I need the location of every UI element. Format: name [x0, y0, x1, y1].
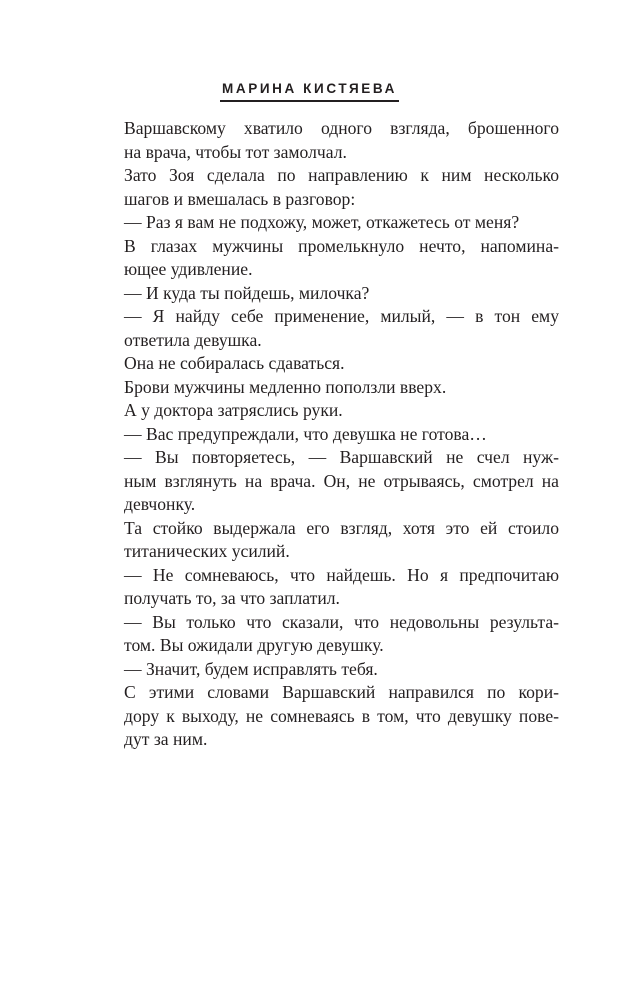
text-line: — Не сомневаюсь, что найдешь. Но я предпочитаю [124, 564, 559, 585]
text-line: Она не собиралась сдаваться. [124, 353, 345, 373]
text-line: С этими словами Варшавский направился по кори- [124, 682, 559, 702]
body-text [124, 117, 559, 752]
text-line: — И куда ты пойдешь, милочка? [124, 282, 370, 303]
text-line: — Вы только что сказали, что недовольны результа- [124, 611, 559, 632]
text-line: том. Вы ожидали другую девушку. [124, 635, 384, 655]
text-line: дут за ним. [124, 729, 208, 749]
text-line: Зато Зоя сделала по направлению к ним несколько [124, 165, 559, 185]
text-line: — Значит, будем исправлять тебя. [124, 658, 378, 679]
text-line: ющее удивление. [124, 259, 253, 279]
text-line: В глазах мужчины промелькнуло нечто, напомина- [124, 235, 559, 256]
text-line: — Раз я вам не подхожу, может, откажетесь от меня? [124, 212, 520, 232]
author-name: МАРИНА КИСТЯЕВА [220, 81, 399, 102]
text-line: шагов и вмешалась в разговор: [124, 188, 356, 209]
text-line: титанических усилий. [124, 541, 290, 561]
text-line: ным взглянуть на врача. Он, не отрываясь, смотрел на [124, 470, 559, 491]
text-line: девчонку. [124, 494, 196, 514]
text-line: Варшавскому хватило одного взгляда, брошенного [124, 118, 559, 138]
text-line: Брови мужчины медленно поползли вверх. [124, 376, 447, 397]
text-line: на врача, чтобы тот замолчал. [124, 141, 347, 162]
text-line: ответила девушка. [124, 329, 262, 350]
running-header [0, 80, 619, 102]
text-line: — Я найду себе применение, милый, — в тон ему [124, 306, 559, 326]
text-line: — Вы повторяетесь, — Варшавский не счел нуж- [124, 447, 559, 467]
text-line: А у доктора затряслись руки. [124, 400, 343, 420]
text-line: дору к выходу, не сомневаясь в том, что девушку пове- [124, 705, 559, 726]
text-line: — Вас предупреждали, что девушка не готова… [124, 423, 487, 444]
text-line: Та стойко выдержала его взгляд, хотя это ей стоило [124, 517, 559, 538]
text-line: получать то, за что заплатил. [124, 588, 340, 608]
